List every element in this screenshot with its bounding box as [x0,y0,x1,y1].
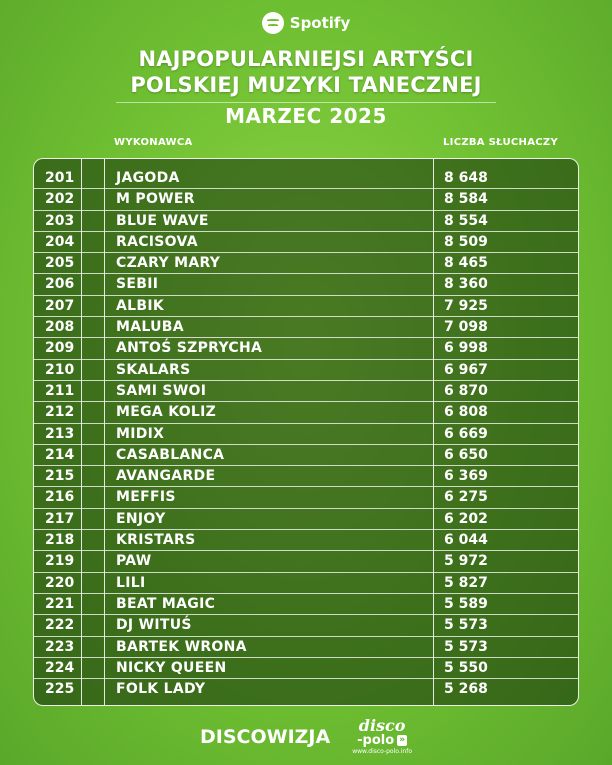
table-row [34,296,578,317]
artist-cell: SEBII [116,276,159,293]
listeners-cell: 6 669 [444,425,488,442]
listeners-cell: 8 554 [444,212,488,229]
rank-cell: 223 [45,638,75,655]
rank-cell: 215 [45,468,75,485]
spotify-brand [0,12,612,34]
listeners-cell: 8 584 [444,191,488,208]
table-row [34,530,578,551]
disco-polo-logo-line1: disco [358,716,406,735]
artist-cell: MIDIX [116,425,165,442]
listeners-cell: 8 360 [444,276,488,293]
rank-cell: 221 [45,595,75,612]
header-listeners: LICZBA SŁUCHACZY [443,137,558,148]
rank-cell: 204 [45,233,75,250]
artist-cell: ANTOŚ SZPRYCHA [116,340,263,357]
brand-name: Spotify [289,14,351,32]
rank-cell: 217 [45,510,75,527]
rank-cell: 213 [45,425,75,442]
listeners-cell: 8 648 [444,170,488,186]
listeners-cell: 6 650 [444,446,488,463]
spotify-logo-icon [262,12,284,34]
title-line-1: NAJPOPULARNIEJSI ARTYŚCI [138,47,474,71]
listeners-cell: 8 509 [444,233,488,250]
table-row [34,487,578,508]
listeners-cell: 6 044 [444,532,488,549]
listeners-cell: 6 275 [444,489,488,506]
artist-cell: FOLK LADY [116,681,206,698]
table-row [34,615,578,636]
rank-cell: 209 [45,340,75,357]
footer [0,718,612,755]
table-row [34,189,578,210]
listeners-cell: 6 808 [444,404,488,421]
table-row [34,509,578,530]
table-row [34,424,578,445]
listeners-cell: 6 870 [444,382,488,399]
rank-cell: 222 [45,617,75,634]
table-row [34,274,578,295]
listeners-cell: 5 573 [444,617,488,634]
artist-cell: CZARY MARY [116,255,221,272]
listeners-cell: 5 573 [444,638,488,655]
listeners-cell: 6 369 [444,468,488,485]
table-row [34,253,578,274]
artist-cell: ALBIK [116,297,164,314]
artist-cell: MEFFIS [116,489,176,506]
artist-cell: BARTEK WRONA [116,638,247,655]
artist-cell: MEGA KOLIZ [116,404,217,421]
listeners-cell: 5 827 [444,574,488,591]
listeners-cell: 5 268 [444,681,488,698]
table-row [34,594,578,615]
table-row [34,317,578,338]
header-artist: WYKONAWCA [114,137,193,148]
table-row [34,445,578,466]
ranking-table [33,158,579,706]
listeners-cell: 6 998 [444,340,488,357]
rank-cell: 205 [45,255,75,272]
rank-cell: 211 [45,382,75,399]
listeners-cell: 7 098 [444,319,488,336]
rank-cell: 225 [45,681,75,698]
artist-cell: DJ WITUŚ [116,617,192,634]
discowizja-logo: DISCOWIZJA [199,725,331,748]
table-row [34,573,578,594]
listeners-cell: 5 550 [444,659,488,676]
table-row [34,551,578,572]
table-row [34,679,578,700]
listeners-cell: 8 465 [444,255,488,272]
artist-cell: BLUE WAVE [116,212,209,229]
table-row [34,338,578,359]
artist-cell: JAGODA [116,170,180,186]
artist-cell: SAMI SWOI [116,382,207,399]
table-row [34,381,578,402]
table-row [34,637,578,658]
table-row [34,360,578,381]
listeners-cell: 5 972 [444,553,488,570]
artist-cell: AVANGARDE [116,468,216,485]
artist-cell: LILI [116,574,146,591]
listeners-cell: 7 925 [444,297,488,314]
page-subtitle: MARZEC 2025 [225,104,387,128]
disco-polo-logo [352,718,412,755]
artist-cell: KRISTARS [116,532,196,549]
artist-cell: CASABLANCA [116,446,225,463]
table-row [34,211,578,232]
rank-cell: 203 [45,212,75,229]
artist-cell: MALUBA [116,319,184,336]
rank-cell: 224 [45,659,75,676]
title-line-2: POLSKIEJ MUZYKI TANECZNEJ [130,73,482,97]
artist-cell: PAW [116,553,152,570]
rank-cell: 207 [45,297,75,314]
page-title [0,46,612,98]
table-row [34,168,578,189]
rank-cell: 216 [45,489,75,506]
listeners-cell: 5 589 [444,595,488,612]
title-divider [116,102,496,103]
table-rows [34,168,578,700]
artist-cell: M POWER [116,191,195,208]
rank-cell: 218 [45,532,75,549]
rank-cell: 210 [45,361,75,378]
rank-cell: 219 [45,553,75,570]
listeners-cell: 6 202 [444,510,488,527]
rank-cell: 201 [45,170,75,186]
forward-arrows-icon: » [399,735,406,745]
disco-polo-url: www.disco-polo.info [352,748,412,755]
artist-cell: RACISOVA [116,233,198,250]
rank-cell: 214 [45,446,75,463]
table-row [34,232,578,253]
disco-polo-logo-line2-wrap [357,734,407,747]
artist-cell: SKALARS [116,361,191,378]
listeners-cell: 6 967 [444,361,488,378]
artist-cell: ENJOY [116,510,166,527]
rank-cell: 202 [45,191,75,208]
rank-cell: 208 [45,319,75,336]
rank-cell: 206 [45,276,75,293]
rank-cell: 212 [45,404,75,421]
table-row [34,402,578,423]
rank-cell: 220 [45,574,75,591]
table-row [34,658,578,679]
artist-cell: BEAT MAGIC [116,595,216,612]
disco-polo-logo-line2: -polo [357,733,395,748]
artist-cell: NICKY QUEEN [116,659,227,676]
table-row [34,466,578,487]
